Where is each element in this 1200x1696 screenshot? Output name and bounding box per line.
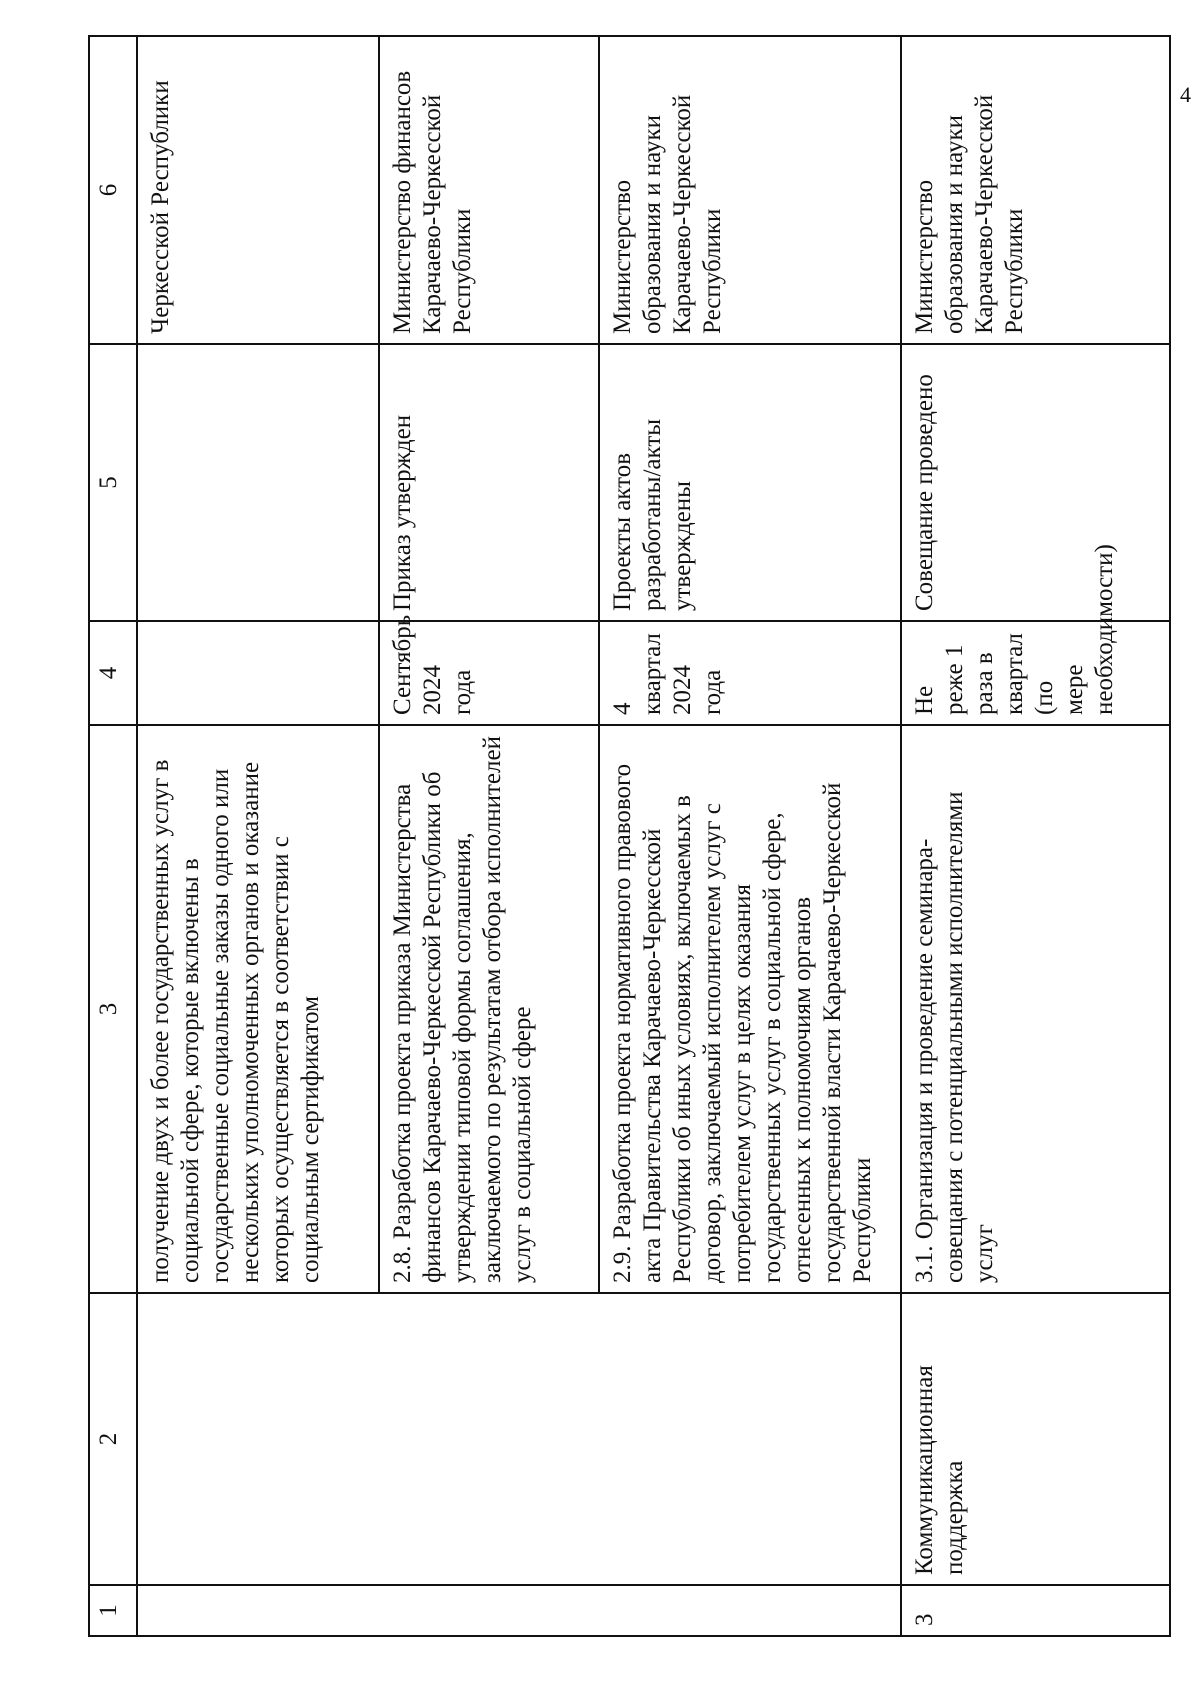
row-number-cell: 3	[901, 1585, 1170, 1636]
result-cell	[137, 344, 379, 621]
responsible-cell: Министерство финансов Карачаево-Черкесской Республики	[379, 36, 600, 344]
measure-cell: получение двух и более государственных услуг в социальной сфере, которые включены в государственные социальные заказы одного или нескольких уполномоченных органов и оказание которых осуществляется в соответствии с социальным сертификатом	[137, 725, 379, 1293]
page-number: 4	[1180, 82, 1191, 107]
measure-cell: 2.9. Разработка проекта нормативного правового акта Правительства Карачаево-Черкесской Республики об иных условиях, включаемых в договор, заключаемый исполнителем услуг с потребителем услуг в целях оказания государственных услуг в социальной сфере, отнесенных к полномочиям органов государственной власти Карачаево-Черкесской Республики	[599, 725, 901, 1293]
table-header-row	[89, 36, 137, 1636]
header-cell-2: 2	[89, 1293, 137, 1585]
header-cell-1: 1	[89, 1585, 137, 1636]
deadline-cell: Сентябрь 2024 года	[379, 621, 600, 725]
result-cell: Совещание проведено	[901, 344, 1170, 621]
responsible-cell: Министерство образования и науки Карачаево-Черкесской Республики	[901, 36, 1170, 344]
header-cell-4: 4	[89, 621, 137, 725]
table-row	[137, 36, 379, 1636]
measure-cell: 3.1. Организация и проведение семинара-совещания с потенциальными исполнителями услуг	[901, 725, 1170, 1293]
responsible-cell: Министерство образования и науки Карачаево-Черкесской Республики	[599, 36, 901, 344]
result-cell: Приказ утвержден	[379, 344, 600, 621]
deadline-cell: 4 квартал 2024 года	[599, 621, 901, 725]
direction-cell	[137, 1293, 901, 1585]
table-row	[901, 36, 1170, 1636]
deadline-cell: Не реже 1 раза в квартал (по мере необходимости)	[901, 621, 1170, 725]
deadline-cell	[137, 621, 379, 725]
plan-table	[88, 35, 1171, 1637]
header-cell-5: 5	[89, 344, 137, 621]
header-cell-3: 3	[89, 725, 137, 1293]
responsible-cell: Черкесской Республики	[137, 36, 379, 344]
result-cell: Проекты актов разработаны/акты утверждены	[599, 344, 901, 621]
rotated-table-wrapper	[88, 37, 1171, 1637]
measure-cell: 2.8. Разработка проекта приказа Министерства финансов Карачаево-Черкесской Республики об утверждении типовой формы соглашения, заключаемого по результатам отбора исполнителей услуг в социальной сфере	[379, 725, 600, 1293]
header-cell-6: 6	[89, 36, 137, 344]
direction-cell: Коммуникационная поддержка	[901, 1293, 1170, 1585]
row-number-cell	[137, 1585, 901, 1636]
